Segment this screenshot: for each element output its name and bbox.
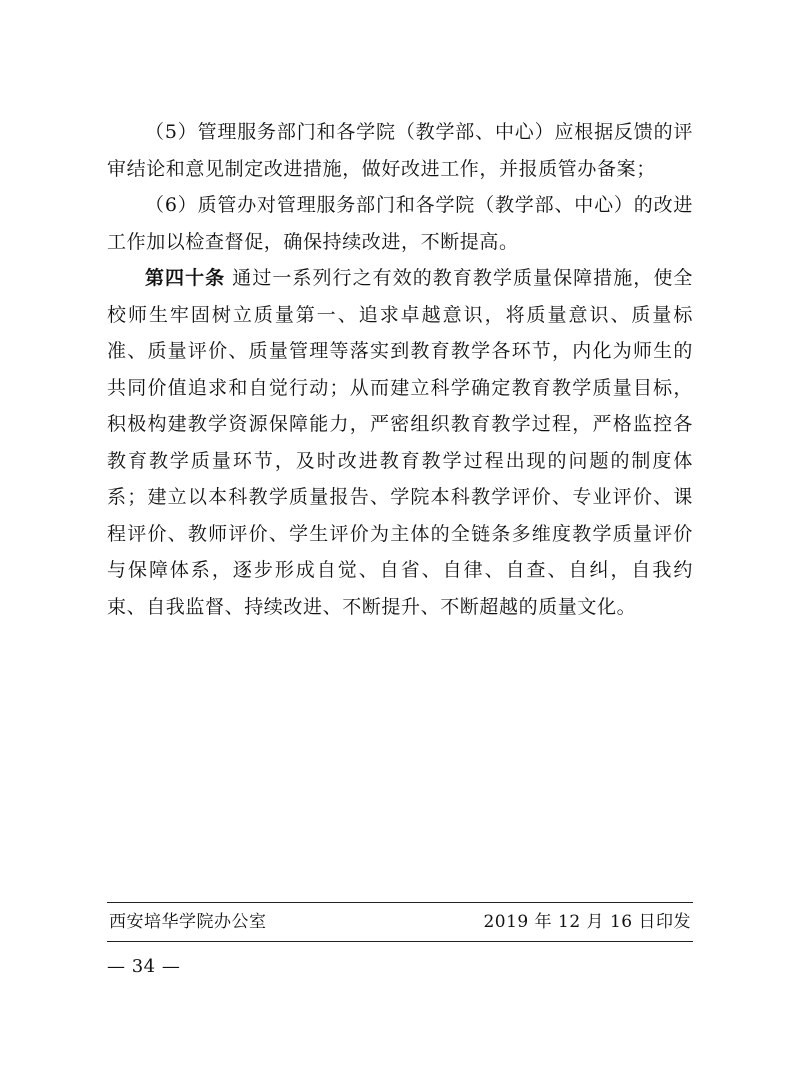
paragraph-text: （5）管理服务部门和各学院（教学部、中心）应根据反馈的评审结论和意见制定改进措施，做好改进工作，并报质管办备案； xyxy=(107,121,693,180)
paragraph-text: （6）质管办对管理服务部门和各学院（教学部、中心）的改进工作加以检查督促，确保持续改进，不断提高。 xyxy=(107,194,693,253)
article-number: 第四十条 xyxy=(145,267,226,289)
issuing-office: 西安培华学院办公室 xyxy=(109,912,267,932)
footer-bottom-rule xyxy=(107,941,693,942)
document-body xyxy=(107,114,693,625)
paragraph-item-6 xyxy=(107,187,693,260)
page-number: — 34 — xyxy=(107,956,181,977)
article-40 xyxy=(107,260,693,625)
paragraph-text: 通过一系列行之有效的教育教学质量保障措施，使全校师生牢固树立质量第一、追求卓越意识，将质量意识、质量标准、质量评价、质量管理等落实到教育教学各环节，内化为师生的共同价值追求和自觉行动；从而建立科学确定教育教学质量目标，积极构建教学资源保障能力，严密组织教育教学过程，严格监控各教育教学质量环节，及时改进教育教学过程出现的问题的制度体系；建立以本科教学质量报告、学院本科教学评价、专业评价、课程评价、教师评价、学生评价为主体的全链条多维度教学质量评价与保障体系，逐步形成自觉、自省、自律、自查、自纠，自我约束、自我监督、持续改进、不断提升、不断超越的质量文化。 xyxy=(107,267,693,618)
footer-top-rule xyxy=(107,902,693,903)
issue-date: 2019 年 12 月 16 日印发 xyxy=(483,912,691,932)
paragraph-item-5 xyxy=(107,114,693,187)
issuance-footer xyxy=(107,906,693,938)
